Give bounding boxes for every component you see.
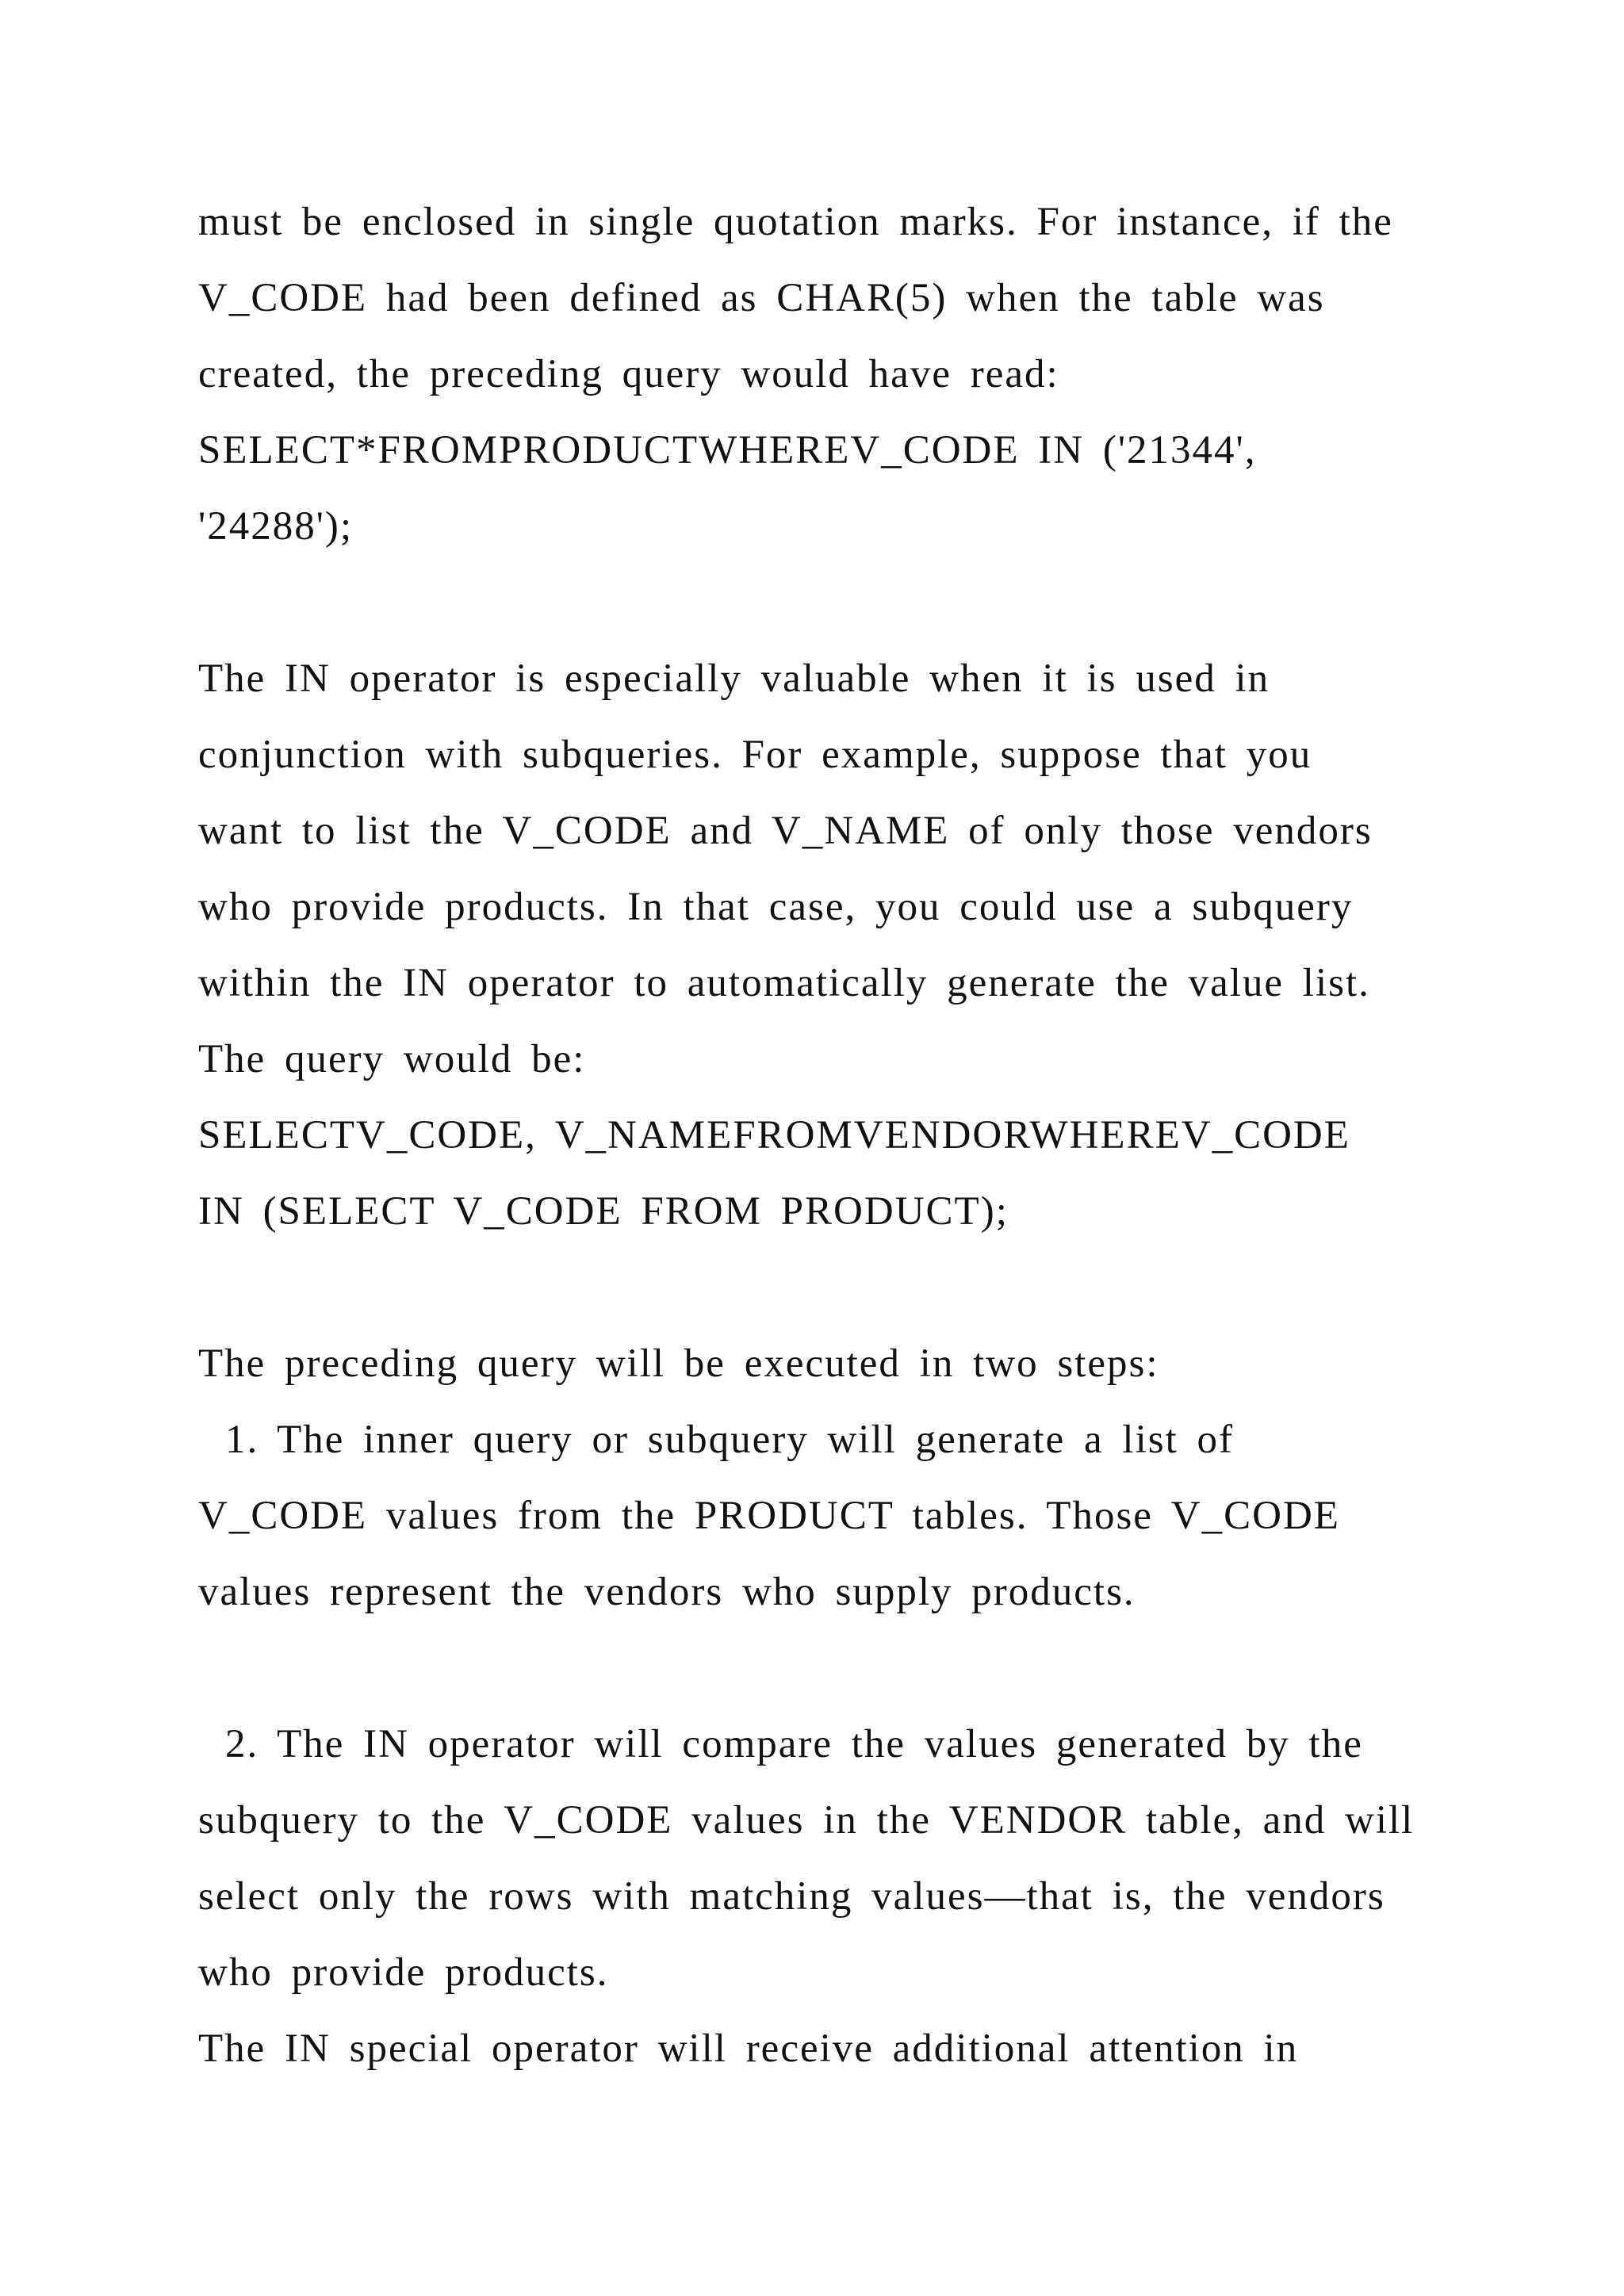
text-line: V_CODE had been defined as CHAR(5) when the table was [198,276,1325,320]
text-line: values represent the vendors who supply products. [198,1570,1136,1614]
text-line: within the IN operator to automatically generate the value list. [198,961,1370,1005]
text-line: who provide products. In that case, you could use a subquery [198,885,1354,929]
code-line: SELECT*FROMPRODUCTWHEREV_CODE IN ('21344', [198,428,1257,473]
text-line: subquery to the V_CODE values in the VENDOR table, and will [198,1798,1415,1843]
code-line: '24288'); [198,504,354,549]
text-line: created, the preceding query would have read: [198,352,1059,396]
text-line: conjunction with subqueries. For example, suppose that you [198,733,1312,777]
text-line: select only the rows with matching values—that is, the vendors [198,1874,1385,1919]
text-line: who provide products. [198,1950,609,1995]
text-line: The preceding query will be executed in two steps: [198,1341,1159,1386]
text-line: V_CODE values from the PRODUCT tables. Those V_CODE [198,1494,1340,1538]
code-line: IN (SELECT V_CODE FROM PRODUCT); [198,1189,1009,1234]
text-line: The IN operator is especially valuable when it is used in [198,656,1270,701]
text-line: The IN special operator will receive additional attention in [198,2026,1299,2071]
list-item-2: 2. The IN operator will compare the values generated by the [225,1722,1363,1766]
code-line: SELECTV_CODE, V_NAMEFROMVENDORWHEREV_CODE [198,1113,1350,1158]
text-line: want to list the V_CODE and V_NAME of only those vendors [198,809,1373,853]
text-line: The query would be: [198,1037,586,1081]
text-line: must be enclosed in single quotation marks. For instance, if the [198,200,1393,244]
list-item-1: 1. The inner query or subquery will generate a list of [225,1418,1234,1462]
